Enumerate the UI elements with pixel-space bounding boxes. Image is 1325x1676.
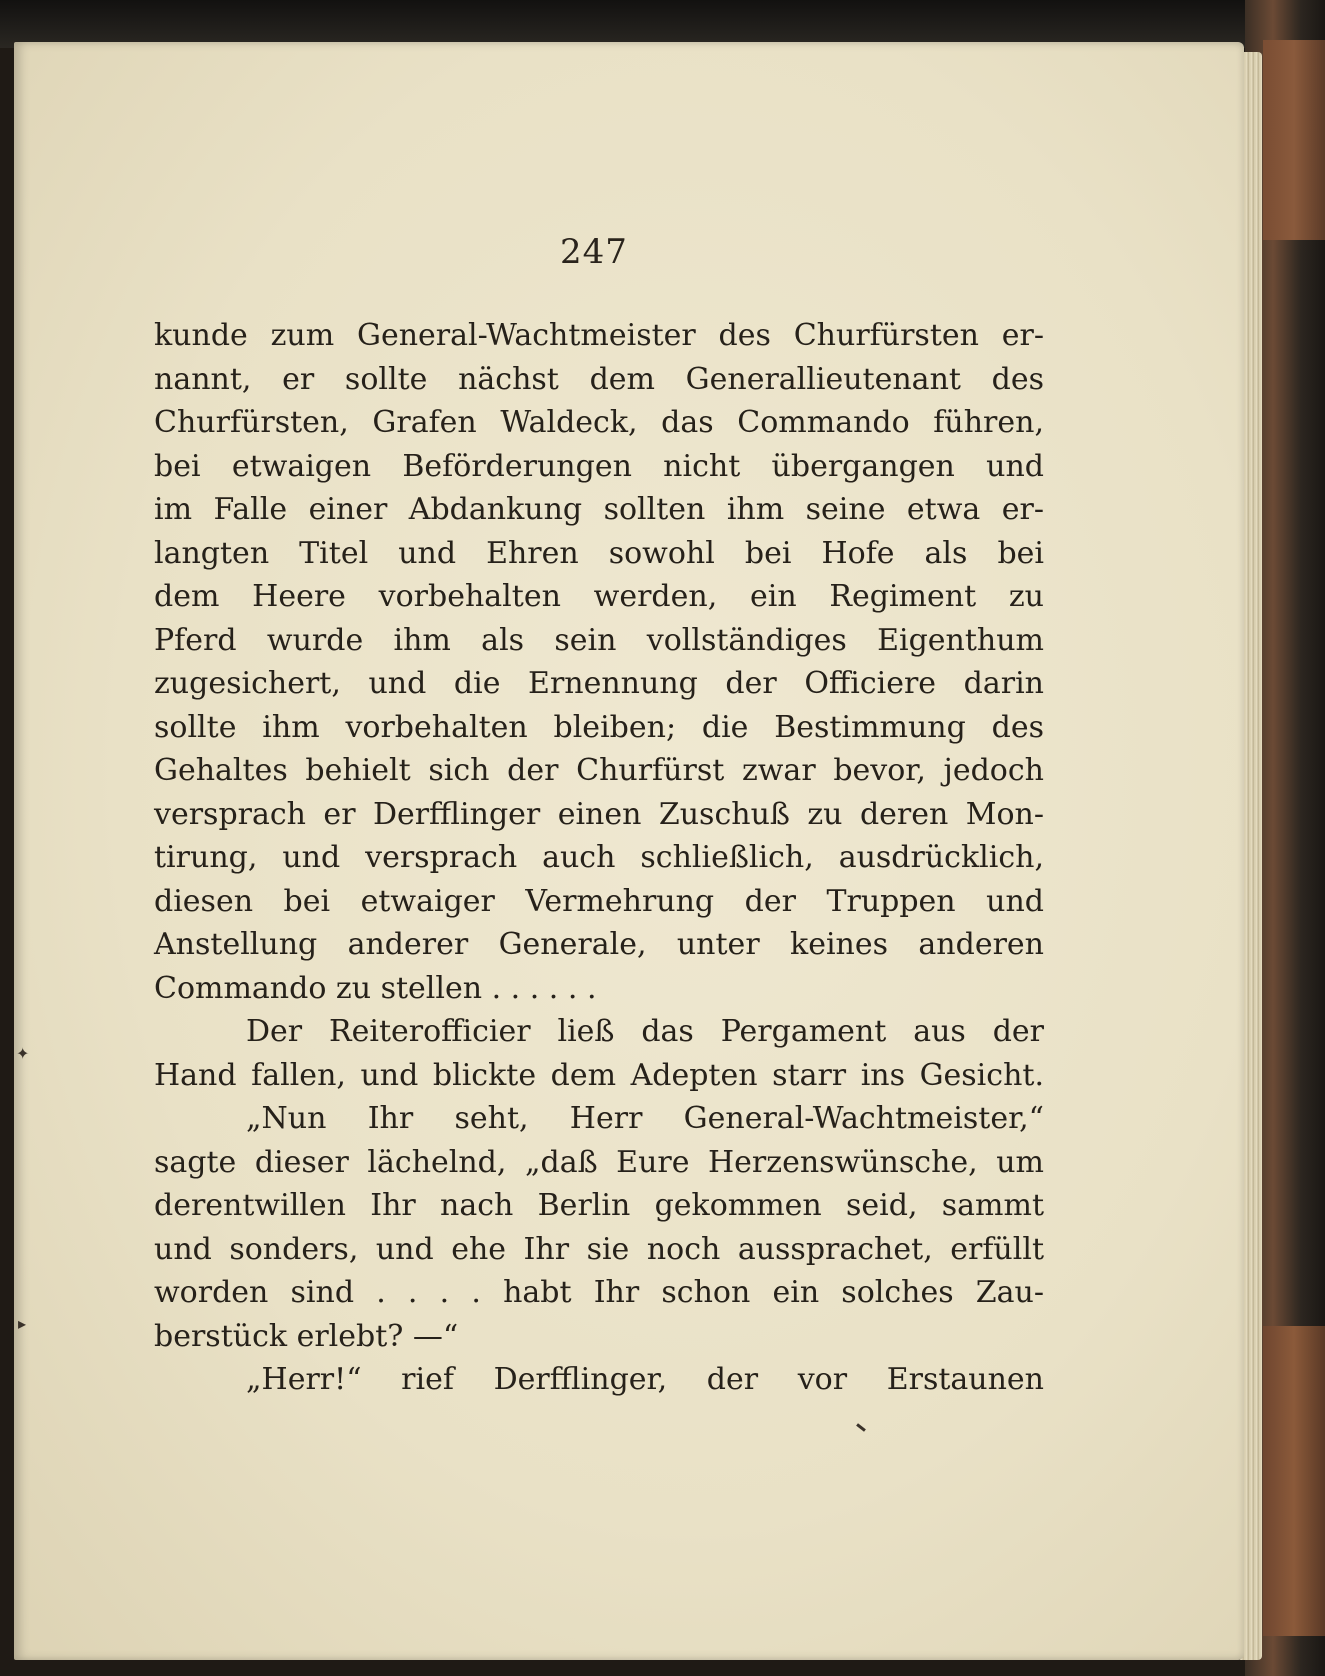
text-line: langten Titel und Ehren sowohl bei Hofe als bei xyxy=(154,535,1044,571)
text-line: im Falle einer Abdankung sollten ihm seine etwa er- xyxy=(154,492,1044,527)
text-line: Gehaltes behielt sich der Churfürst zwar bevor, jedoch xyxy=(154,753,1044,788)
text-line: zugesichert, und die Ernennung der Officiere darin xyxy=(154,666,1044,701)
text-line: und sonders, und ehe Ihr sie noch aussprachet, erfüllt xyxy=(154,1231,1044,1267)
text-line: Anstellung anderer Generale, unter keines anderen xyxy=(154,927,1044,962)
text-line: Churfürsten, Grafen Waldeck, das Commando führen, xyxy=(154,405,1044,440)
text-line: derentwillen Ihr nach Berlin gekommen seid, sammt xyxy=(154,1188,1044,1223)
text-line: tirung, und versprach auch schließlich, ausdrücklich, xyxy=(154,840,1044,875)
margin-dot-mark: ▸ xyxy=(18,1314,27,1333)
text-line: diesen bei etwaiger Vermehrung der Truppen und xyxy=(154,883,1044,919)
text-line: versprach er Derfflinger einen Zuschuß zu deren Mon- xyxy=(154,796,1044,832)
book-page xyxy=(14,42,1244,1660)
text-line: Hand fallen, und blickte dem Adepten starr ins Gesicht. xyxy=(154,1057,1044,1093)
text-line: kunde zum General-Wachtmeister des Churfürsten er- xyxy=(154,318,1044,353)
text-line: bei etwaigen Beförderungen nicht übergangen und xyxy=(154,448,1044,484)
book-cover-leather-corner-bottom xyxy=(1263,1326,1325,1636)
page-number: 247 xyxy=(560,232,628,272)
text-line: Pferd wurde ihm als sein vollständiges Eigenthum xyxy=(154,622,1044,658)
text-line: sollte ihm vorbehalten bleiben; die Bestimmung des xyxy=(154,709,1044,745)
margin-arrow-mark: ✦ xyxy=(16,1044,30,1063)
text-line: sagte dieser lächelnd, „daß Eure Herzenswünsche, um xyxy=(154,1144,1044,1180)
text-line: Der Reiterofficier ließ das Pergament aus der xyxy=(246,1014,1044,1049)
text-line: berstück erlebt? —“ xyxy=(154,1318,459,1354)
ink-speck xyxy=(856,1423,866,1432)
book-cover-leather-corner-top xyxy=(1263,40,1325,240)
text-line: „Nun Ihr seht, Herr General-Wachtmeister,“ xyxy=(246,1101,1044,1136)
text-line: nannt, er sollte nächst dem Generallieutenant des xyxy=(154,361,1044,397)
page-text xyxy=(154,314,1044,1402)
text-line: dem Heere vorbehalten werden, ein Regiment zu xyxy=(154,579,1044,614)
text-line: worden sind . . . . habt Ihr schon ein solches Zau- xyxy=(154,1275,1044,1310)
book-cover-top xyxy=(0,0,1325,48)
text-line: „Herr!“ rief Derfflinger, der vor Erstaunen xyxy=(246,1362,1044,1397)
text-line: Commando zu stellen . . . . . . xyxy=(154,970,597,1006)
